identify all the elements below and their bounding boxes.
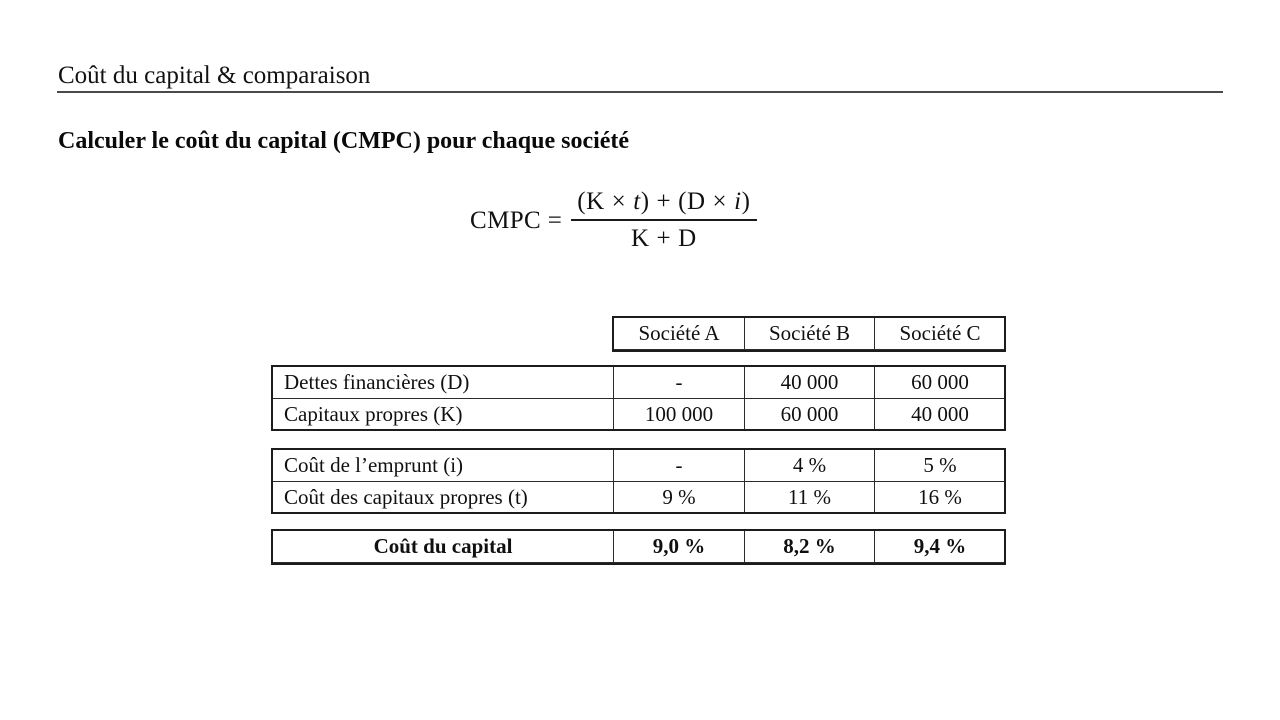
section-subtitle: Calculer le coût du capital (CMPC) pour chaque société <box>58 128 630 154</box>
table-row <box>273 367 1006 399</box>
title-divider <box>57 91 1223 93</box>
capital-structure-table <box>272 366 1006 431</box>
cell-capitaux-b: 60 000 <box>745 399 875 431</box>
column-header-company-a: Société A <box>614 318 745 350</box>
numerator-variable-i: i <box>734 188 742 215</box>
cell-dettes-c: 60 000 <box>875 367 1006 399</box>
numerator-text-2: ) + (D × <box>640 188 735 215</box>
formula-fraction <box>571 188 756 253</box>
comparison-table-header <box>613 317 1006 350</box>
cost-rates-table <box>272 449 1006 514</box>
cell-wacc-a: 9,0 % <box>614 531 745 563</box>
numerator-variable-t: t <box>633 188 641 215</box>
cell-emprunt-c: 5 % <box>875 450 1006 482</box>
numerator-text-3: ) <box>741 188 751 215</box>
row-label-dettes-financieres: Dettes financières (D) <box>273 367 614 399</box>
cell-dettes-a: - <box>614 367 745 399</box>
cmpc-formula <box>470 188 757 253</box>
formula-denominator: K + D <box>631 225 697 252</box>
row-label-cout-capitaux-propres: Coût des capitaux propres (t) <box>273 482 614 514</box>
table-row <box>273 531 1006 563</box>
cell-capitaux-a: 100 000 <box>614 399 745 431</box>
cell-wacc-c: 9,4 % <box>875 531 1006 563</box>
formula-left-hand-side: CMPC = <box>470 206 563 234</box>
column-header-company-c: Société C <box>875 318 1006 350</box>
formula-numerator <box>571 188 756 219</box>
cell-cout-capitaux-a: 9 % <box>614 482 745 514</box>
cell-emprunt-a: - <box>614 450 745 482</box>
table-row <box>273 450 1006 482</box>
cell-capitaux-c: 40 000 <box>875 399 1006 431</box>
cell-wacc-b: 8,2 % <box>745 531 875 563</box>
row-label-cout-emprunt: Coût de l’emprunt (i) <box>273 450 614 482</box>
cell-dettes-b: 40 000 <box>745 367 875 399</box>
column-header-company-b: Société B <box>745 318 875 350</box>
table-row <box>273 482 1006 514</box>
cell-cout-capitaux-c: 16 % <box>875 482 1006 514</box>
cell-emprunt-b: 4 % <box>745 450 875 482</box>
row-label-capitaux-propres: Capitaux propres (K) <box>273 399 614 431</box>
table-row <box>614 318 1006 350</box>
wacc-result-table <box>272 530 1006 563</box>
page-title: Coût du capital & comparaison <box>58 62 371 89</box>
numerator-text-1: (K × <box>577 188 634 215</box>
cell-cout-capitaux-b: 11 % <box>745 482 875 514</box>
table-row <box>273 399 1006 431</box>
row-label-cout-du-capital: Coût du capital <box>273 531 614 563</box>
